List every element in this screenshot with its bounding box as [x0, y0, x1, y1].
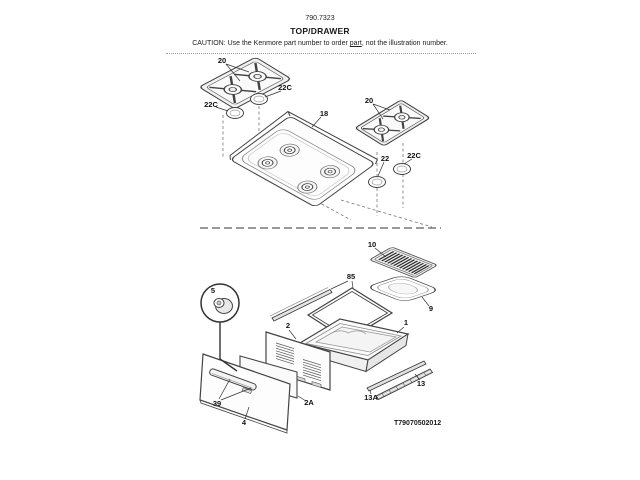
part-callout-9: 9	[428, 304, 434, 313]
part-callout-2: 2	[285, 321, 291, 330]
part-callout-20: 20	[217, 56, 227, 65]
broiler-pan	[366, 275, 440, 302]
part-callout-22c: 22C	[204, 100, 218, 109]
part-callout-4: 4	[241, 418, 247, 427]
seal-22	[369, 177, 386, 188]
part-callout-22: 22	[380, 154, 390, 163]
part-callout-18: 18	[319, 109, 329, 118]
part-callout-20: 20	[364, 96, 374, 105]
part-callout-22c: 22C	[407, 151, 421, 160]
part-callout-39: 39	[212, 399, 222, 408]
drawer-slide-rail	[270, 288, 332, 322]
part-callout-10: 10	[367, 240, 377, 249]
part-callout-13a: 13A	[364, 393, 378, 402]
main-top-panel	[230, 112, 378, 208]
part-callout-13: 13	[416, 379, 426, 388]
drawer-assembly	[200, 247, 440, 433]
caution-prefix: CAUTION: Use the Kenmore part number to order	[192, 40, 350, 47]
part-callout-22c: 22C	[278, 83, 292, 92]
caution-underlined-word: part	[349, 40, 362, 47]
seal-22c	[394, 164, 411, 175]
illustration-id: T79070502012	[394, 420, 442, 427]
model-number: 790.7323	[305, 15, 335, 22]
seal-22c	[227, 108, 244, 119]
caution-suffix: , not the illustration number.	[361, 40, 448, 47]
part-callout-5: 5	[210, 286, 216, 295]
part-callout-1: 1	[403, 318, 409, 327]
part-callout-85: 85	[346, 272, 356, 281]
part-callout-2a: 2A	[304, 398, 314, 407]
top-assembly	[199, 57, 432, 227]
right-burner-grate	[355, 100, 430, 146]
page-title: TOP/DRAWER	[290, 26, 350, 36]
seal-22c	[251, 94, 268, 105]
